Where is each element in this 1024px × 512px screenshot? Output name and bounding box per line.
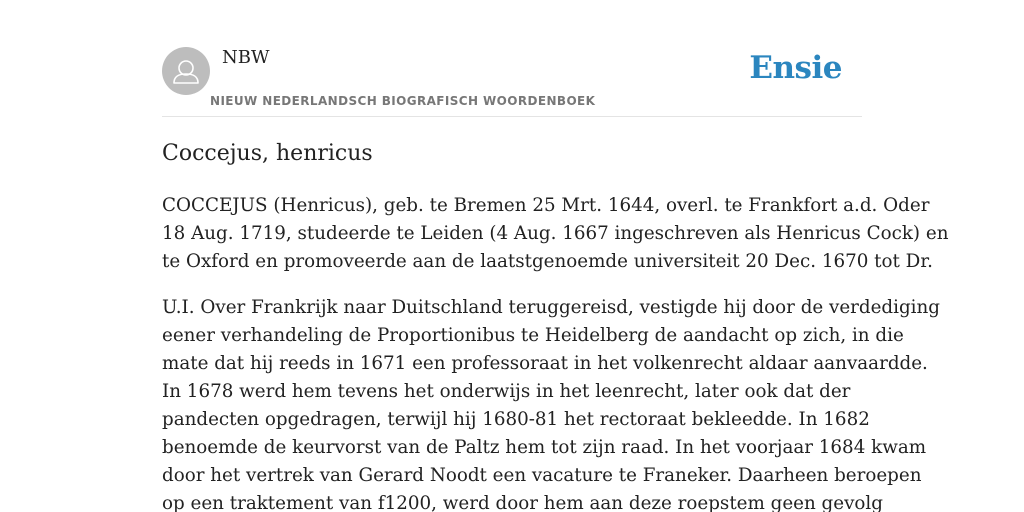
article-body	[162, 192, 949, 512]
article-paragraph	[162, 192, 949, 276]
article-paragraph	[162, 294, 941, 512]
text-line: mate dat hij reeds in 1671 een professoraat in het volkenrecht aldaar aanvaardde.	[162, 353, 928, 374]
content-container	[162, 0, 949, 512]
source-subtitle: NIEUW NEDERLANDSCH BIOGRAFISCH WOORDENBOEK	[210, 94, 596, 108]
text-line: op een traktement van f1200, werd door hem aan deze roepstem geen gevolg	[162, 493, 883, 512]
text-line: benoemde de keurvorst van de Paltz hem tot zijn raad. In het voorjaar 1684 kwam	[162, 437, 927, 458]
source-name[interactable]: NBW	[222, 47, 270, 68]
text-line: COCCEJUS (Henricus), geb. te Bremen 25 Mrt. 1644, overl. te Frankfort a.d. Oder	[162, 195, 930, 216]
text-line: te Oxford en promoveerde aan de laatstgenoemde universiteit 20 Dec. 1670 tot Dr.	[162, 251, 933, 272]
avatar[interactable]	[162, 47, 210, 95]
text-line: U.I. Over Frankrijk naar Duitschland teruggereisd, vestigde hij door de verdediging	[162, 297, 941, 318]
article-title: Coccejus, henricus	[162, 141, 373, 166]
text-line: 18 Aug. 1719, studeerde te Leiden (4 Aug. 1667 ingeschreven als Henricus Cock) en	[162, 223, 949, 244]
source-header	[162, 0, 862, 117]
text-line: pandecten opgedragen, terwijl hij 1680-81 het rectoraat bekleedde. In 1682	[162, 409, 870, 430]
brand-logo[interactable]: Ensie	[749, 50, 842, 86]
text-line: In 1678 werd hem tevens het onderwijs in het leenrecht, later ook dat der	[162, 381, 851, 402]
text-line: door het vertrek van Gerard Noodt een vacature te Franeker. Daarheen beroepen	[162, 465, 922, 486]
text-line: eener verhandeling de Proportionibus te Heidelberg de aandacht op zich, in die	[162, 325, 904, 346]
user-icon	[162, 47, 210, 95]
